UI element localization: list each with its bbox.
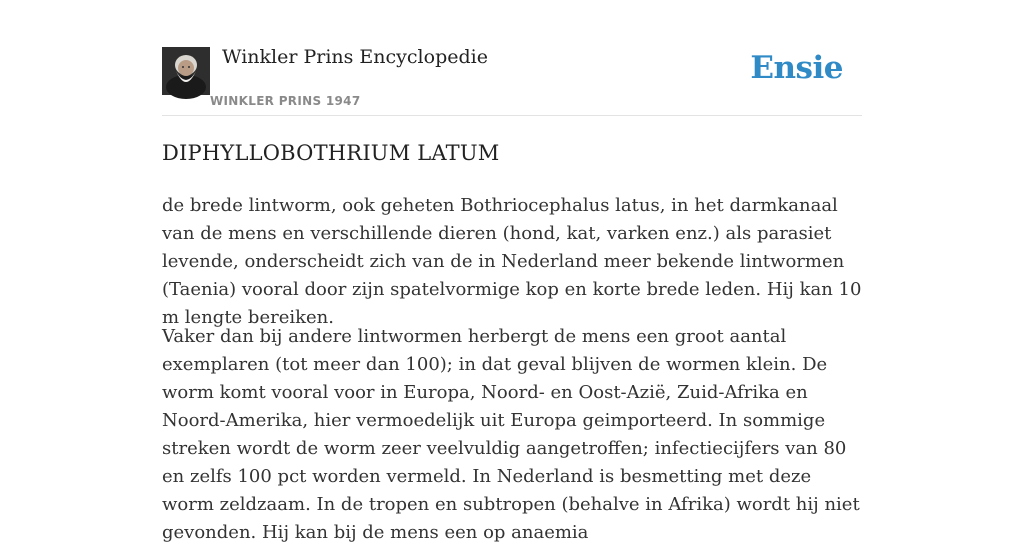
ensie-logo[interactable]: Ensie	[750, 50, 843, 86]
site-title[interactable]: Winkler Prins Encyclopedie	[222, 46, 488, 68]
page	[162, 0, 862, 543]
edition-label[interactable]: WINKLER PRINS 1947	[210, 94, 361, 108]
site-header	[162, 0, 862, 116]
author-avatar[interactable]	[162, 47, 210, 95]
article-paragraph-1: de brede lintworm, ook geheten Bothriocephalus latus, in het darmkanaal van de mens en verschillende dieren (hond, kat, varken enz.) als parasiet levende, onderscheidt zich van de in Nederland meer bekende lintwormen (Taenia) vooral door zijn spatelvormige kop en korte brede leden. Hij kan 10 m lengte bereiken.	[162, 195, 862, 328]
article-title: DIPHYLLOBOTHRIUM LATUM	[162, 141, 500, 165]
portrait-icon	[162, 47, 210, 95]
article-paragraph-2: Vaker dan bij andere lintwormen herbergt de mens een groot aantal exemplaren (tot meer dan 100); in dat geval blijven de wormen klein. De worm komt vooral voor in Europa, Noord- en Oost-Azië, Zuid-Afrika en Noord-Amerika, hier vermoedelijk uit Europa geimporteerd. In sommige streken wordt de worm zeer veelvuldig aangetroffen; infectiecijfers van 80 en zelfs 100 pct worden vermeld. In Nederland is besmetting met deze worm zeldzaam. In de tropen en subtropen (behalve in Afrika) wordt hij niet gevonden. Hij kan bij de mens een op anaemia	[162, 326, 860, 543]
